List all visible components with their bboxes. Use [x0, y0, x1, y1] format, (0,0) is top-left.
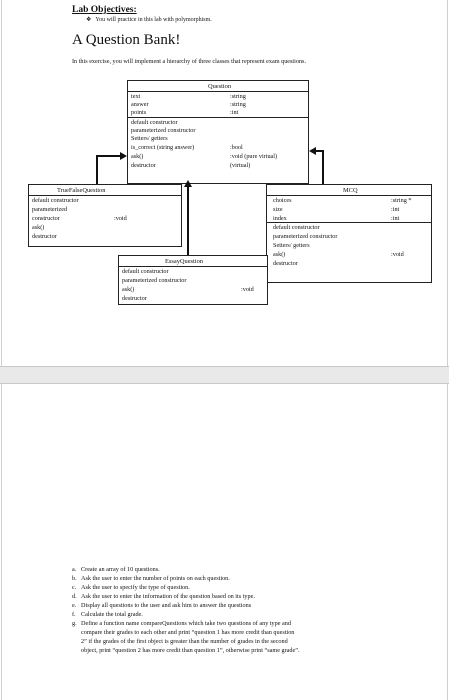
objective-text: You will practice in this lab with polymorphism.	[95, 17, 212, 23]
method-return: :bool	[230, 144, 243, 151]
method-name: parameterized constructor	[131, 127, 196, 134]
method-name: parameterized constructor	[273, 233, 338, 240]
method-name: ask()	[273, 251, 286, 258]
method-name: ask()	[131, 153, 144, 160]
method-name: constructor	[32, 215, 60, 222]
method-return: :void (pure virtual)	[230, 153, 278, 160]
method-name: destructor	[32, 233, 57, 240]
list-item: c. Ask the user to specify the type of question.	[72, 584, 190, 591]
method-name: default constructor	[131, 119, 178, 126]
mcq-class-name: MCQ	[343, 187, 358, 194]
class-divider	[128, 91, 308, 92]
page-heading: A Question Bank!	[72, 32, 181, 48]
field-type: :int	[391, 206, 400, 213]
method-name: destructor	[131, 162, 156, 169]
inheritance-line	[187, 187, 189, 255]
method-name: Setters/ getters	[131, 135, 168, 142]
class-divider	[267, 222, 431, 223]
method-name: default constructor	[122, 268, 169, 275]
objective-bullet	[86, 17, 212, 23]
mcq-class-box	[266, 184, 432, 283]
inheritance-line	[96, 155, 120, 157]
lab-objectives-title: Lab Objectives:	[72, 5, 137, 15]
inheritance-line	[96, 155, 98, 185]
list-item: b. Ask the user to enter the number of points on each question.	[72, 575, 230, 582]
field-name: text	[131, 93, 141, 100]
field-type: :string	[230, 101, 246, 108]
method-name: ask()	[32, 224, 45, 231]
list-item: e. Display all questions to the user and ask him to answer the questions	[72, 602, 252, 609]
method-name: default constructor	[273, 224, 320, 231]
question-class-name: Question	[208, 83, 232, 90]
class-divider	[128, 117, 308, 118]
class-divider	[267, 195, 431, 196]
field-name: index	[273, 215, 287, 222]
inheritance-arrow-icon	[184, 180, 192, 187]
field-name: answer	[131, 101, 149, 108]
inheritance-arrow-icon	[309, 147, 316, 155]
method-name: ask()	[122, 286, 135, 293]
inheritance-line	[316, 150, 324, 152]
field-type: :string	[230, 93, 246, 100]
class-divider	[119, 266, 267, 267]
list-item: a. Create an array of 10 questions.	[72, 566, 160, 573]
page-separator	[0, 366, 449, 384]
method-name: destructor	[273, 260, 298, 267]
list-item: g. Define a function name compareQuestions which take two questions of any type and compare their grades to each other and print “question 1 has more credit than question 2” if the grades of the first object is greater than the number of grades in the second object, print “question 2 has more credit than question 1”, otherwise print “same grade”.	[72, 620, 300, 654]
list-item: d. Ask the user to enter the information of the question based on its type.	[72, 593, 255, 600]
truefalse-class-box	[28, 184, 182, 247]
method-name: default constructor	[32, 197, 79, 204]
field-name: size	[273, 206, 283, 213]
method-name: parameterized constructor	[122, 277, 187, 284]
class-divider	[29, 195, 181, 196]
method-return: (virtual)	[230, 162, 251, 169]
page-edge-right	[447, 0, 448, 700]
diamond-bullet-icon: ❖	[86, 17, 92, 23]
intro-paragraph: In this exercise, you will implement a hierarchy of three classes that represent exam questions.	[72, 58, 307, 65]
field-type: :int	[391, 215, 400, 222]
inheritance-arrow-icon	[120, 152, 127, 160]
method-return: :void	[241, 286, 254, 293]
method-name: is_correct (string answer)	[131, 144, 195, 151]
list-item: f. Calculate the total grade.	[72, 611, 143, 618]
field-type: :int	[230, 109, 239, 116]
method-name: Setters/ getters	[273, 242, 310, 249]
field-type: :string *	[391, 197, 412, 204]
method-return: :void	[114, 215, 127, 222]
method-name: parameterized	[32, 206, 68, 213]
method-name: destructor	[122, 295, 147, 302]
truefalse-class-name: TrueFalseQuestion	[57, 187, 106, 194]
page-edge-left	[1, 0, 2, 700]
field-name: points	[131, 109, 147, 116]
question-class-box	[127, 80, 309, 184]
essay-class-name: EssayQuestion	[165, 258, 203, 265]
inheritance-line	[322, 150, 324, 185]
method-return: :void	[391, 251, 404, 258]
field-name: choices	[273, 197, 292, 204]
essay-class-box	[118, 255, 268, 305]
